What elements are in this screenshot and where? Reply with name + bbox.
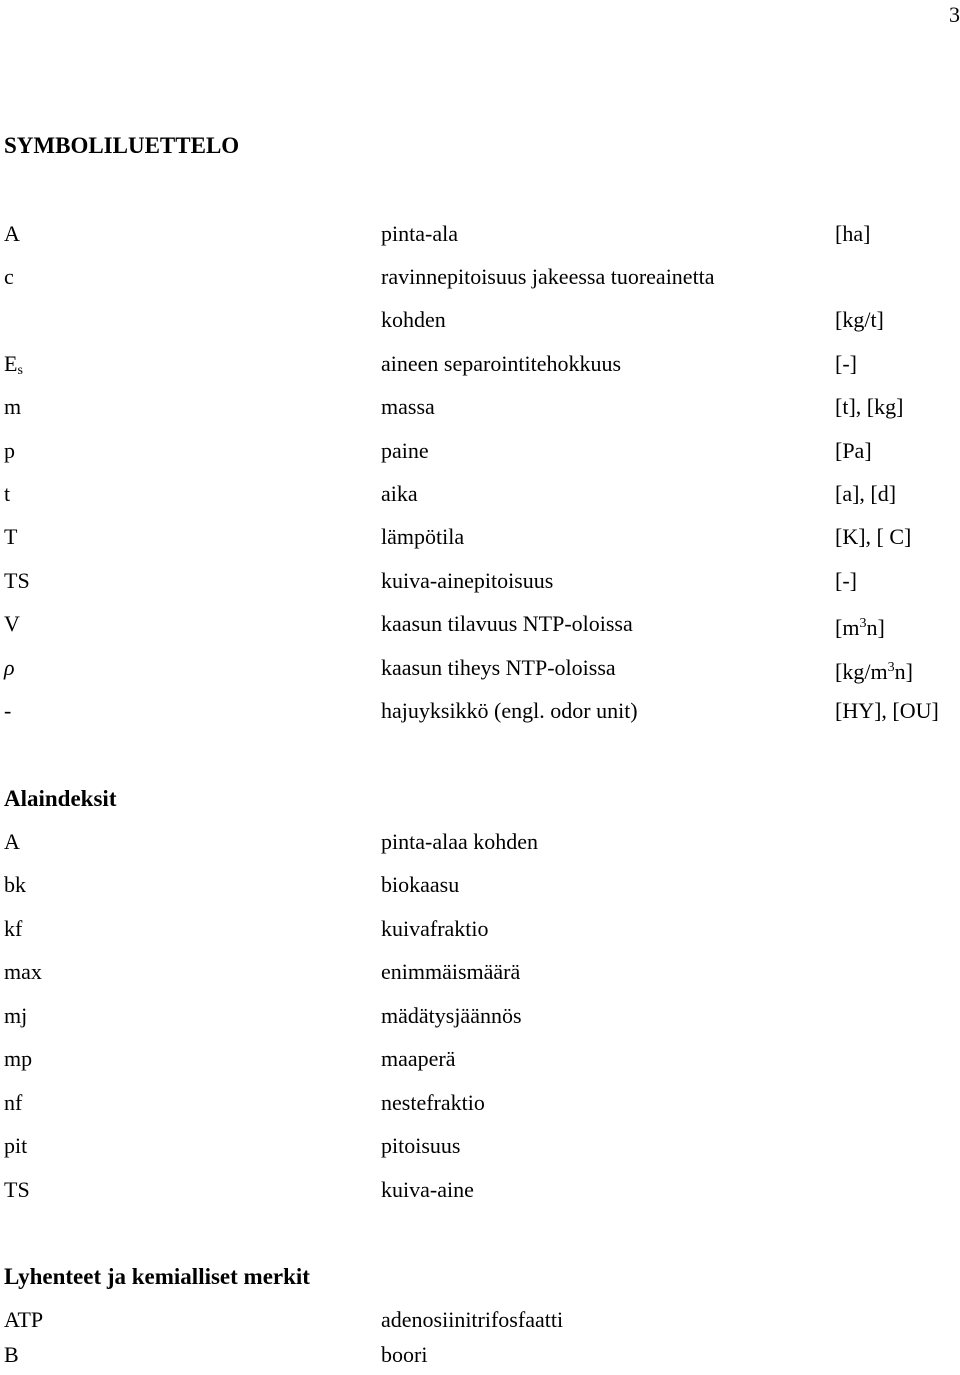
symbol-unit: [HY], [OU] (835, 698, 939, 723)
symbol: c (4, 264, 14, 289)
symbol-description: kaasun tiheys NTP-oloissa (381, 655, 616, 680)
symbol-row (0, 479, 960, 509)
symbol-description: paine (381, 438, 429, 463)
symbol-description: kuiva-ainepitoisuus (381, 568, 554, 593)
subscript-symbol: kf (4, 916, 23, 941)
unit-prefix: [kg/m (835, 659, 888, 684)
unit-suffix: n] (866, 615, 885, 640)
symbol: p (4, 438, 15, 463)
subscript-description: kuiva-aine (381, 1177, 474, 1202)
subscript-row (0, 957, 960, 987)
subscript-symbol: mj (4, 1003, 28, 1028)
symbol-unit: [-] (835, 351, 857, 376)
subscript-description: nestefraktio (381, 1090, 485, 1115)
symbol-unit: [Pa] (835, 438, 872, 463)
unit-superscript: 3 (859, 616, 867, 631)
page-number: 3 (949, 2, 960, 27)
symbol-description: lämpötila (381, 524, 465, 549)
symbol: T (4, 524, 18, 549)
symbol-row (0, 522, 960, 552)
subscript-description: maaperä (381, 1046, 456, 1071)
symbol-description: kaasun tilavuus NTP-oloissa (381, 611, 633, 636)
symbol-row (0, 305, 960, 335)
symbol-unit: [-] (835, 568, 857, 593)
symbol: - (4, 698, 12, 723)
subscript-row (0, 1175, 960, 1205)
symbol: t (4, 481, 11, 506)
abbreviation-symbol: ATP (4, 1307, 44, 1332)
symbol-description: aika (381, 481, 418, 506)
subscript-symbol: pit (4, 1133, 28, 1158)
symbol: m (4, 394, 22, 419)
subscript-row (0, 1001, 960, 1031)
symbol-row (0, 262, 960, 292)
symbol-description: pinta-ala (381, 221, 458, 246)
subscript-description: kuivafraktio (381, 916, 489, 941)
symbol: A (4, 221, 20, 246)
symbol-row (0, 696, 960, 726)
symbol-row (0, 566, 960, 596)
subscripts-heading: Alaindeksit (4, 786, 117, 811)
symbol-unit: [kg/t] (835, 307, 884, 332)
subscript-symbol: max (4, 959, 42, 984)
symbol-row (0, 349, 960, 379)
subscript-symbol: mp (4, 1046, 33, 1071)
abbreviation-description: adenosiinitrifosfaatti (381, 1307, 564, 1332)
symbol-row (0, 653, 960, 683)
abbreviations-heading: Lyhenteet ja kemialliset merkit (4, 1264, 310, 1289)
unit-superscript: 3 (887, 660, 895, 675)
subscript-row (0, 914, 960, 944)
subscript-symbol: nf (4, 1090, 23, 1115)
subscript-row (0, 827, 960, 857)
symbol-description: aineen separointitehokkuus (381, 351, 622, 376)
symbol-subscript: s (17, 363, 23, 378)
symbol-list-heading: SYMBOLILUETTELO (4, 133, 240, 158)
symbol: TS (4, 568, 30, 593)
symbol-unit (835, 609, 885, 643)
symbol (4, 349, 23, 386)
subscript-symbol: bk (4, 872, 26, 897)
unit-suffix: n] (894, 659, 913, 684)
subscript-row (0, 1131, 960, 1161)
subscript-row (0, 870, 960, 900)
symbol-row (0, 392, 960, 422)
symbol-unit: [a], [d] (835, 481, 897, 506)
subscript-description: pinta-alaa kohden (381, 829, 538, 854)
symbol: ρ (4, 655, 15, 680)
subscript-description: mädätysjäännös (381, 1003, 522, 1028)
symbol-description: kohden (381, 307, 446, 332)
subscript-description: enimmäismäärä (381, 959, 521, 984)
symbol-row (0, 436, 960, 466)
symbol: V (4, 611, 20, 636)
subscript-row (0, 1088, 960, 1118)
symbol-unit: [t], [kg] (835, 394, 904, 419)
symbol-description: ravinnepitoisuus jakeessa tuoreainetta (381, 264, 715, 289)
symbol-main: E (4, 351, 18, 376)
abbreviation-description: boori (381, 1342, 428, 1367)
symbol-row (0, 609, 960, 639)
abbreviation-row (0, 1305, 960, 1335)
abbreviation-row (0, 1340, 960, 1370)
subscript-symbol: A (4, 829, 20, 854)
symbol-unit: [ha] (835, 221, 871, 246)
symbol-row (0, 219, 960, 249)
abbreviation-symbol: B (4, 1342, 19, 1367)
unit-prefix: [m (835, 615, 860, 640)
symbol-unit (835, 653, 913, 687)
subscript-symbol: TS (4, 1177, 30, 1202)
symbol-description: massa (381, 394, 435, 419)
symbol-unit: [K], [ C] (835, 524, 912, 549)
symbol-description: hajuyksikkö (engl. odor unit) (381, 698, 638, 723)
subscript-row (0, 1044, 960, 1074)
subscript-description: biokaasu (381, 872, 460, 897)
subscript-description: pitoisuus (381, 1133, 461, 1158)
